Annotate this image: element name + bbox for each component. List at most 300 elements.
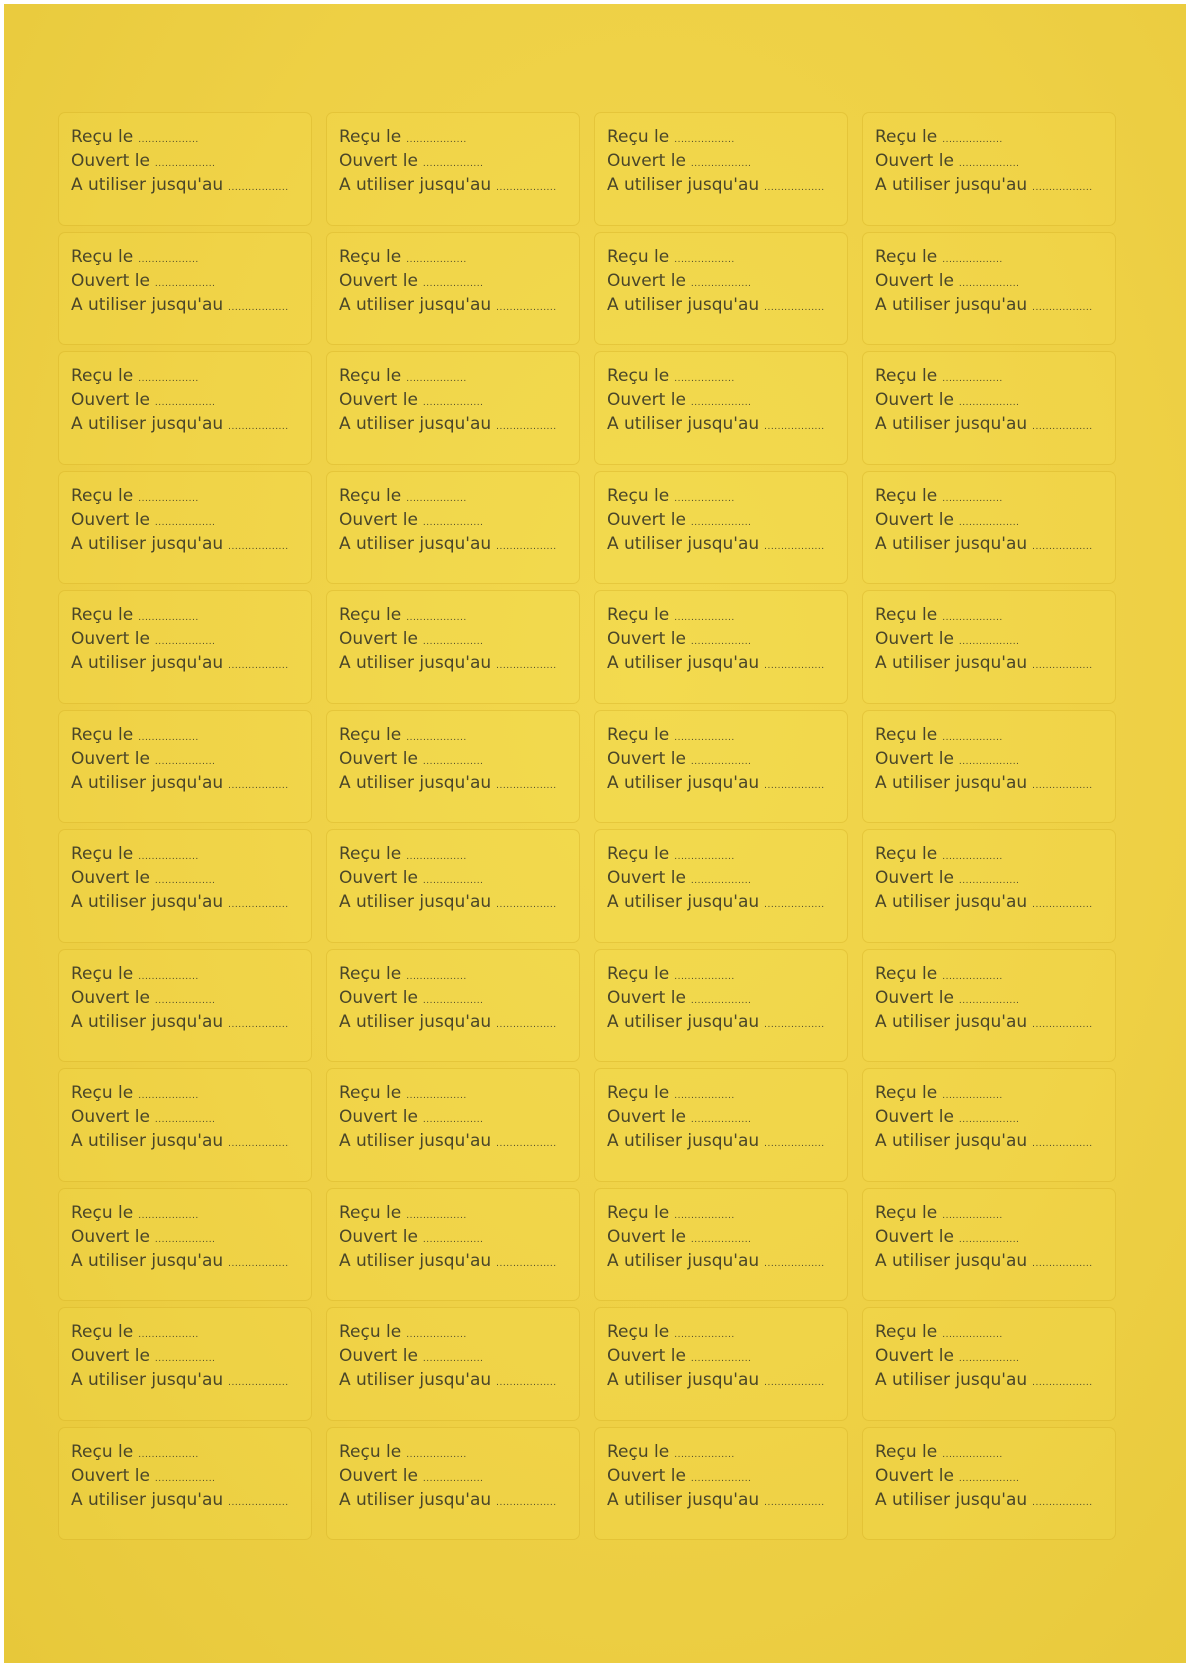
use-by-line-dots: .................. [764, 1019, 825, 1030]
received-line [71, 1322, 301, 1346]
opened-line-dots: .................. [154, 517, 216, 528]
opened-line-text: Ouvert le [339, 509, 418, 530]
sticker-label [594, 1427, 848, 1541]
opened-line [607, 1107, 837, 1131]
received-line-text: Reçu le [875, 844, 938, 864]
opened-line [71, 151, 301, 175]
use-by-line-text: A utiliser jusqu'au [875, 772, 1028, 793]
use-by-line-text: A utiliser jusqu'au [71, 1370, 224, 1390]
use-by-line [607, 1012, 837, 1036]
opened-line-text: Ouvert le [875, 1346, 954, 1366]
received-line-dots: .................. [674, 135, 735, 145]
use-by-line-text: A utiliser jusqu'au [607, 533, 760, 554]
opened-line-dots: .................. [690, 1234, 752, 1245]
opened-line [607, 1227, 837, 1251]
opened-line [875, 1346, 1105, 1370]
opened-line-text: Ouvert le [71, 270, 150, 291]
use-by-line-dots: .................. [764, 1497, 825, 1508]
use-by-line-dots: .................. [764, 661, 825, 671]
sticker-label [594, 232, 848, 346]
use-by-line-dots: .................. [496, 900, 557, 910]
opened-line-dots: .................. [422, 159, 484, 169]
use-by-line-dots: .................. [1032, 422, 1093, 432]
use-by-line [339, 534, 569, 558]
opened-line-text: Ouvert le [875, 1107, 954, 1127]
use-by-line [875, 534, 1105, 558]
received-line-text: Reçu le [339, 1083, 402, 1103]
received-line-text: Reçu le [339, 127, 402, 147]
use-by-line-dots: .................. [496, 541, 557, 552]
use-by-line-dots: .................. [496, 1258, 557, 1269]
opened-line [339, 271, 569, 295]
opened-line-text: Ouvert le [71, 1107, 150, 1127]
use-by-line-text: A utiliser jusqu'au [607, 772, 760, 793]
sticker-label [58, 351, 312, 465]
use-by-line-text: A utiliser jusqu'au [875, 1489, 1028, 1510]
received-line-dots: .................. [138, 1091, 199, 1101]
use-by-line-dots: .................. [228, 422, 289, 432]
opened-line-dots: .................. [154, 159, 216, 169]
sticker-label [862, 351, 1116, 465]
sticker-label [862, 471, 1116, 585]
opened-line-text: Ouvert le [71, 1226, 150, 1247]
received-line-dots: .................. [674, 1330, 735, 1340]
received-line [71, 964, 301, 988]
opened-line-text: Ouvert le [875, 629, 954, 649]
use-by-line-dots: .................. [764, 1378, 825, 1388]
received-line-text: Reçu le [607, 485, 670, 506]
opened-line-dots: .................. [154, 876, 216, 886]
opened-line-text: Ouvert le [875, 868, 954, 888]
received-line [71, 247, 301, 271]
use-by-line [607, 1131, 837, 1155]
use-by-line [339, 892, 569, 916]
use-by-line-dots: .................. [228, 541, 289, 552]
use-by-line [875, 1012, 1105, 1036]
received-line [875, 725, 1105, 749]
opened-line-text: Ouvert le [875, 151, 954, 171]
use-by-line [71, 534, 301, 558]
received-line [875, 366, 1105, 390]
opened-line-text: Ouvert le [875, 1465, 954, 1486]
sticker-label [862, 1307, 1116, 1421]
sticker-label [58, 1188, 312, 1302]
received-line-dots: .................. [942, 613, 1003, 623]
received-line-text: Reçu le [339, 844, 402, 864]
received-line-text: Reçu le [607, 127, 670, 147]
sticker-label [326, 112, 580, 226]
use-by-line [607, 175, 837, 199]
received-line [875, 844, 1105, 868]
opened-line-dots: .................. [958, 278, 1020, 289]
sticker-label [326, 351, 580, 465]
use-by-line-text: A utiliser jusqu'au [71, 294, 224, 315]
received-line-text: Reçu le [339, 246, 402, 267]
use-by-line-dots: .................. [1032, 900, 1093, 910]
opened-line [71, 868, 301, 892]
sticker-label [862, 1427, 1116, 1541]
opened-line [875, 1107, 1105, 1131]
use-by-line-dots: .................. [496, 183, 557, 193]
received-line-dots: .................. [138, 613, 199, 623]
received-line-text: Reçu le [71, 366, 134, 386]
received-line-text: Reçu le [71, 127, 134, 147]
use-by-line-dots: .................. [228, 1378, 289, 1388]
sticker-label [862, 232, 1116, 346]
opened-line-dots: .................. [422, 1354, 484, 1364]
opened-line-text: Ouvert le [875, 390, 954, 410]
received-line-text: Reçu le [607, 724, 670, 745]
opened-line-dots: .................. [422, 398, 484, 408]
received-line-text: Reçu le [607, 844, 670, 864]
use-by-line-dots: .................. [496, 302, 557, 313]
received-line [607, 1442, 837, 1466]
received-line [607, 486, 837, 510]
sticker-label [58, 1307, 312, 1421]
received-line [339, 366, 569, 390]
sticker-label [862, 1068, 1116, 1182]
use-by-line-text: A utiliser jusqu'au [339, 1131, 492, 1151]
received-line-dots: .................. [942, 732, 1003, 743]
opened-line-dots: .................. [958, 398, 1020, 408]
sticker-label [862, 710, 1116, 824]
sticker-label [58, 1427, 312, 1541]
use-by-line-text: A utiliser jusqu'au [875, 1250, 1028, 1271]
use-by-line [875, 892, 1105, 916]
received-line [339, 247, 569, 271]
received-line-text: Reçu le [875, 1441, 938, 1462]
use-by-line-dots: .................. [1032, 1019, 1093, 1030]
opened-line-text: Ouvert le [875, 748, 954, 769]
use-by-line-text: A utiliser jusqu'au [339, 1370, 492, 1390]
received-line [71, 1442, 301, 1466]
received-line [339, 127, 569, 151]
received-line-dots: .................. [942, 1091, 1003, 1101]
received-line-text: Reçu le [71, 1202, 134, 1223]
sticker-label [58, 232, 312, 346]
use-by-line-dots: .................. [496, 780, 557, 791]
opened-line [339, 1466, 569, 1490]
received-line-dots: .................. [406, 852, 467, 862]
opened-line-text: Ouvert le [607, 270, 686, 291]
use-by-line-text: A utiliser jusqu'au [71, 175, 224, 195]
use-by-line-text: A utiliser jusqu'au [339, 414, 492, 434]
opened-line-dots: .................. [154, 1354, 216, 1364]
opened-line-dots: .................. [690, 637, 752, 647]
use-by-line [339, 414, 569, 438]
received-line-text: Reçu le [607, 1202, 670, 1223]
use-by-line [71, 653, 301, 677]
opened-line-text: Ouvert le [339, 151, 418, 171]
opened-line [71, 1227, 301, 1251]
use-by-line-text: A utiliser jusqu'au [875, 1011, 1028, 1032]
opened-line-dots: .................. [958, 637, 1020, 647]
use-by-line [875, 1370, 1105, 1394]
use-by-line-dots: .................. [228, 302, 289, 313]
sticker-label [862, 1188, 1116, 1302]
received-line [71, 366, 301, 390]
received-line [607, 605, 837, 629]
opened-line [71, 1466, 301, 1490]
received-line-dots: .................. [674, 852, 735, 862]
use-by-line [607, 534, 837, 558]
sticker-label [326, 1307, 580, 1421]
use-by-line [875, 295, 1105, 319]
received-line-dots: .................. [942, 852, 1003, 862]
opened-line-text: Ouvert le [339, 748, 418, 769]
opened-line-dots: .................. [422, 995, 484, 1006]
opened-line [71, 1107, 301, 1131]
use-by-line-text: A utiliser jusqu'au [339, 1011, 492, 1032]
use-by-line-text: A utiliser jusqu'au [875, 892, 1028, 912]
use-by-line-dots: .................. [1032, 302, 1093, 313]
use-by-line [339, 1131, 569, 1155]
sticker-label [594, 710, 848, 824]
opened-line [607, 151, 837, 175]
opened-line-dots: .................. [154, 1115, 216, 1125]
received-line [875, 1442, 1105, 1466]
opened-line-text: Ouvert le [607, 987, 686, 1008]
use-by-line [71, 414, 301, 438]
use-by-line [71, 295, 301, 319]
received-line-text: Reçu le [607, 246, 670, 267]
opened-line-dots: .................. [154, 1473, 216, 1484]
use-by-line-text: A utiliser jusqu'au [607, 294, 760, 315]
received-line-dots: .................. [138, 493, 199, 504]
opened-line-text: Ouvert le [339, 1465, 418, 1486]
use-by-line-text: A utiliser jusqu'au [607, 892, 760, 912]
use-by-line-dots: .................. [764, 183, 825, 193]
opened-line [607, 988, 837, 1012]
use-by-line [339, 1012, 569, 1036]
use-by-line [607, 892, 837, 916]
received-line-text: Reçu le [71, 485, 134, 506]
received-line-text: Reçu le [339, 366, 402, 386]
use-by-line [71, 773, 301, 797]
received-line-dots: .................. [138, 374, 199, 384]
use-by-line [607, 1251, 837, 1275]
use-by-line-text: A utiliser jusqu'au [71, 533, 224, 554]
use-by-line-text: A utiliser jusqu'au [339, 772, 492, 793]
use-by-line [607, 773, 837, 797]
opened-line [71, 629, 301, 653]
opened-line [339, 390, 569, 414]
received-line [607, 247, 837, 271]
received-line-dots: .................. [674, 1091, 735, 1101]
use-by-line [71, 1131, 301, 1155]
opened-line-text: Ouvert le [875, 987, 954, 1008]
received-line-dots: .................. [138, 1449, 199, 1460]
use-by-line [607, 414, 837, 438]
received-line [71, 486, 301, 510]
received-line-dots: .................. [138, 1210, 199, 1221]
use-by-line-dots: .................. [228, 661, 289, 671]
received-line-text: Reçu le [71, 724, 134, 745]
received-line [71, 605, 301, 629]
opened-line-text: Ouvert le [339, 987, 418, 1008]
use-by-line-text: A utiliser jusqu'au [339, 533, 492, 554]
sticker-label [594, 471, 848, 585]
use-by-line-text: A utiliser jusqu'au [875, 294, 1028, 315]
use-by-line-dots: .................. [764, 422, 825, 432]
use-by-line-text: A utiliser jusqu'au [339, 1489, 492, 1510]
received-line [339, 1442, 569, 1466]
opened-line-dots: .................. [958, 1115, 1020, 1125]
received-line-text: Reçu le [607, 1083, 670, 1103]
opened-line [607, 868, 837, 892]
opened-line-text: Ouvert le [339, 390, 418, 410]
use-by-line-dots: .................. [1032, 1258, 1093, 1269]
opened-line [875, 151, 1105, 175]
opened-line-dots: .................. [958, 1234, 1020, 1245]
received-line-text: Reçu le [875, 366, 938, 386]
received-line-dots: .................. [942, 374, 1003, 384]
opened-line-dots: .................. [690, 278, 752, 289]
use-by-line [607, 1370, 837, 1394]
opened-line [71, 271, 301, 295]
opened-line-dots: .................. [422, 278, 484, 289]
received-line [875, 486, 1105, 510]
received-line [875, 964, 1105, 988]
received-line-text: Reçu le [71, 1322, 134, 1342]
label-grid [58, 112, 1138, 1546]
received-line-text: Reçu le [875, 1322, 938, 1342]
opened-line [875, 868, 1105, 892]
received-line-dots: .................. [406, 1449, 467, 1460]
opened-line-text: Ouvert le [607, 748, 686, 769]
opened-line [607, 390, 837, 414]
received-line-dots: .................. [942, 135, 1003, 145]
received-line-text: Reçu le [339, 963, 402, 984]
use-by-line-dots: .................. [1032, 541, 1093, 552]
sticker-label [594, 1307, 848, 1421]
use-by-line [607, 1490, 837, 1514]
use-by-line-dots: .................. [764, 1258, 825, 1269]
received-line [607, 1322, 837, 1346]
opened-line-dots: .................. [422, 1115, 484, 1125]
opened-line-text: Ouvert le [71, 748, 150, 769]
use-by-line-dots: .................. [228, 1139, 289, 1149]
use-by-line [339, 653, 569, 677]
opened-line [875, 271, 1105, 295]
received-line-text: Reçu le [71, 844, 134, 864]
use-by-line [875, 175, 1105, 199]
received-line-text: Reçu le [607, 1441, 670, 1462]
use-by-line-dots: .................. [764, 900, 825, 910]
use-by-line-text: A utiliser jusqu'au [339, 175, 492, 195]
received-line-dots: .................. [674, 613, 735, 623]
use-by-line [339, 295, 569, 319]
received-line-dots: .................. [674, 1449, 735, 1460]
received-line-dots: .................. [138, 135, 199, 145]
received-line-text: Reçu le [339, 1322, 402, 1342]
received-line-text: Reçu le [875, 1083, 938, 1103]
received-line-text: Reçu le [875, 724, 938, 745]
use-by-line-dots: .................. [764, 1139, 825, 1149]
use-by-line-dots: .................. [1032, 1497, 1093, 1508]
received-line-text: Reçu le [607, 366, 670, 386]
opened-line [339, 151, 569, 175]
opened-line [71, 1346, 301, 1370]
opened-line [339, 1227, 569, 1251]
opened-line-text: Ouvert le [875, 509, 954, 530]
received-line [875, 1322, 1105, 1346]
opened-line-text: Ouvert le [607, 390, 686, 410]
use-by-line-text: A utiliser jusqu'au [607, 414, 760, 434]
opened-line-dots: .................. [154, 637, 216, 647]
use-by-line-text: A utiliser jusqu'au [339, 892, 492, 912]
sticker-label [58, 590, 312, 704]
received-line [339, 486, 569, 510]
received-line-dots: .................. [942, 254, 1003, 265]
sticker-label [326, 949, 580, 1063]
use-by-line-dots: .................. [228, 1258, 289, 1269]
received-line-dots: .................. [942, 1210, 1003, 1221]
opened-line-dots: .................. [690, 517, 752, 528]
opened-line-text: Ouvert le [71, 509, 150, 530]
use-by-line-text: A utiliser jusqu'au [607, 175, 760, 195]
sticker-label [58, 949, 312, 1063]
use-by-line-dots: .................. [496, 1019, 557, 1030]
use-by-line-text: A utiliser jusqu'au [607, 1370, 760, 1390]
opened-line-text: Ouvert le [607, 509, 686, 530]
received-line [875, 605, 1105, 629]
sticker-label [58, 829, 312, 943]
use-by-line [339, 773, 569, 797]
received-line-dots: .................. [138, 254, 199, 265]
use-by-line-text: A utiliser jusqu'au [607, 1131, 760, 1151]
opened-line [607, 629, 837, 653]
sticker-label [58, 471, 312, 585]
sticker-label [326, 1188, 580, 1302]
opened-line [607, 1346, 837, 1370]
received-line-dots: .................. [406, 254, 467, 265]
use-by-line [607, 295, 837, 319]
opened-line-dots: .................. [958, 876, 1020, 886]
use-by-line-dots: .................. [228, 1497, 289, 1508]
received-line [607, 1083, 837, 1107]
received-line-dots: .................. [942, 1449, 1003, 1460]
use-by-line-text: A utiliser jusqu'au [875, 653, 1028, 673]
opened-line [875, 390, 1105, 414]
opened-line [875, 988, 1105, 1012]
opened-line-dots: .................. [422, 517, 484, 528]
opened-line [339, 749, 569, 773]
use-by-line [875, 653, 1105, 677]
opened-line-dots: .................. [690, 159, 752, 169]
use-by-line-dots: .................. [764, 302, 825, 313]
opened-line [71, 510, 301, 534]
opened-line-dots: .................. [958, 995, 1020, 1006]
received-line [607, 964, 837, 988]
opened-line-text: Ouvert le [71, 987, 150, 1008]
sticker-label [326, 232, 580, 346]
received-line [71, 1083, 301, 1107]
received-line-dots: .................. [674, 1210, 735, 1221]
received-line-dots: .................. [942, 1330, 1003, 1340]
opened-line [875, 749, 1105, 773]
use-by-line-text: A utiliser jusqu'au [339, 294, 492, 315]
received-line-text: Reçu le [71, 246, 134, 267]
opened-line-dots: .................. [690, 1115, 752, 1125]
use-by-line [71, 1490, 301, 1514]
opened-line-text: Ouvert le [339, 270, 418, 291]
sticker-label [594, 829, 848, 943]
opened-line-text: Ouvert le [607, 868, 686, 888]
use-by-line [71, 1370, 301, 1394]
received-line-dots: .................. [138, 1330, 199, 1340]
received-line [339, 964, 569, 988]
